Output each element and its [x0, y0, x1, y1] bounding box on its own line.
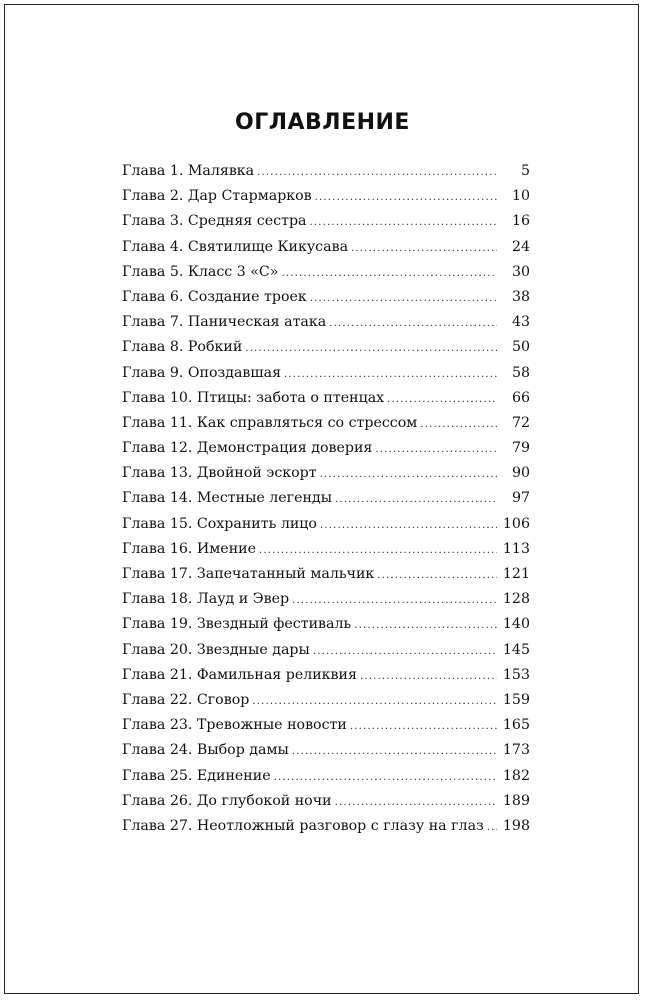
chapter-title: Глава 2. Дар Стармарков — [122, 188, 312, 205]
dot-leader — [335, 487, 497, 512]
page-number: 113 — [502, 540, 530, 557]
toc-entry[interactable] — [122, 688, 530, 713]
chapter-title: Глава 20. Звездные дары — [122, 641, 310, 658]
page-number: 189 — [502, 792, 530, 809]
page-number: 106 — [502, 515, 530, 532]
page-number: 43 — [511, 314, 530, 331]
toc-entry[interactable] — [122, 285, 530, 310]
dot-leader — [310, 286, 497, 311]
chapter-title: Глава 4. Святилище Кикусава — [122, 238, 349, 255]
page-number: 16 — [511, 213, 530, 230]
page-number: 30 — [511, 263, 530, 280]
page-number: 58 — [511, 364, 530, 381]
toc-entry[interactable] — [122, 461, 530, 486]
dot-leader — [335, 790, 497, 815]
toc-entry[interactable] — [122, 562, 530, 587]
page-number: 173 — [502, 742, 530, 759]
page-number: 38 — [511, 288, 530, 305]
dot-leader — [350, 714, 497, 739]
toc-entry[interactable] — [122, 235, 530, 260]
toc-entry[interactable] — [122, 411, 530, 436]
page-number: 10 — [511, 188, 530, 205]
chapter-title: Глава 5. Класс 3 «С» — [122, 263, 279, 280]
chapter-title: Глава 25. Единение — [122, 767, 271, 784]
chapter-title: Глава 19. Звездный фестиваль — [122, 616, 352, 633]
dot-leader — [487, 815, 497, 840]
dot-leader — [259, 538, 497, 563]
chapter-title: Глава 22. Сговор — [122, 691, 250, 708]
chapter-title: Глава 14. Местные легенды — [122, 490, 332, 507]
page-number: 145 — [502, 641, 530, 658]
dot-leader — [320, 513, 497, 538]
chapter-title: Глава 15. Сохранить лицо — [122, 515, 317, 532]
dot-leader — [313, 639, 497, 664]
page-number: 159 — [502, 691, 530, 708]
page-number: 5 — [520, 163, 530, 179]
toc-entry[interactable] — [122, 663, 530, 688]
page-number: 90 — [511, 465, 530, 482]
chapter-title: Глава 7. Паническая атака — [122, 314, 327, 331]
chapter-title: Глава 12. Демонстрация доверия — [122, 440, 373, 457]
dot-leader — [274, 765, 497, 790]
dot-leader — [281, 261, 497, 286]
chapter-title: Глава 18. Лауд и Эвер — [122, 591, 290, 608]
toc-entry[interactable] — [122, 814, 530, 839]
page-number: 165 — [502, 717, 530, 734]
toc-entry[interactable] — [122, 789, 530, 814]
toc-entry[interactable] — [122, 713, 530, 738]
toc-entry[interactable] — [122, 512, 530, 537]
toc-entry[interactable] — [122, 310, 530, 335]
dot-leader — [284, 362, 497, 387]
page-number: 198 — [502, 817, 530, 834]
dot-leader — [245, 336, 497, 361]
chapter-title: Глава 24. Выбор дамы — [122, 742, 289, 759]
dot-leader — [252, 689, 497, 714]
toc-entry[interactable] — [122, 587, 530, 612]
toc-entry[interactable] — [122, 184, 530, 209]
page-number: 66 — [511, 389, 530, 406]
dot-leader — [354, 613, 497, 638]
chapter-title: Глава 11. Как справляться со стрессом — [122, 414, 418, 431]
toc-entry[interactable] — [122, 335, 530, 360]
chapter-title: Глава 21. Фамильная реликвия — [122, 666, 357, 683]
page-number: 79 — [511, 440, 530, 457]
page-number: 97 — [511, 490, 530, 507]
chapter-title: Глава 3. Средняя сестра — [122, 213, 307, 230]
table-of-contents — [122, 159, 530, 839]
chapter-title: Глава 10. Птицы: забота о птенцах — [122, 389, 385, 406]
toc-entry[interactable] — [122, 436, 530, 461]
toc-entry[interactable] — [122, 612, 530, 637]
toc-entry[interactable] — [122, 486, 530, 511]
page-number: 72 — [511, 414, 530, 431]
page-number: 128 — [502, 591, 530, 608]
chapter-title: Глава 16. Имение — [122, 540, 257, 557]
page-number: 50 — [511, 339, 530, 356]
page-title: ОГЛАВЛЕНИЕ — [235, 110, 410, 135]
dot-leader — [329, 311, 497, 336]
toc-entry[interactable] — [122, 361, 530, 386]
page-number: 121 — [502, 566, 530, 582]
dot-leader — [292, 588, 497, 613]
toc-entry[interactable] — [122, 159, 530, 184]
toc-entry[interactable] — [122, 764, 530, 789]
toc-entry[interactable] — [122, 386, 530, 411]
toc-entry[interactable] — [122, 638, 530, 663]
chapter-title: Глава 23. Тревожные новости — [122, 717, 347, 734]
chapter-title: Глава 26. До глубокой ночи — [122, 792, 332, 809]
dot-leader — [420, 412, 497, 437]
chapter-title: Глава 27. Неотложный разговор с глазу на глаз — [122, 817, 484, 834]
dot-leader — [292, 739, 497, 764]
toc-entry[interactable] — [122, 738, 530, 763]
page-number: 140 — [502, 616, 530, 633]
dot-leader — [351, 236, 497, 261]
dot-leader — [257, 160, 497, 185]
chapter-title: Глава 6. Создание троек — [122, 288, 307, 305]
chapter-title: Глава 13. Двойной эскорт — [122, 465, 317, 482]
toc-entry[interactable] — [122, 209, 530, 234]
dot-leader — [377, 563, 497, 588]
dot-leader — [375, 437, 497, 462]
page-number: 24 — [511, 238, 530, 255]
chapter-title: Глава 8. Робкий — [122, 339, 243, 356]
chapter-title: Глава 17. Запечатанный мальчик — [122, 566, 375, 582]
toc-entry[interactable] — [122, 537, 530, 562]
chapter-title: Глава 9. Опоздавшая — [122, 364, 282, 381]
dot-leader — [387, 387, 497, 412]
dot-leader — [320, 462, 497, 487]
dot-leader — [309, 210, 497, 235]
dot-leader — [360, 664, 497, 689]
dot-leader — [315, 185, 497, 210]
page-number: 182 — [502, 767, 530, 784]
chapter-title: Глава 1. Малявка — [122, 163, 255, 179]
toc-entry[interactable] — [122, 260, 530, 285]
page-number: 153 — [502, 666, 530, 683]
